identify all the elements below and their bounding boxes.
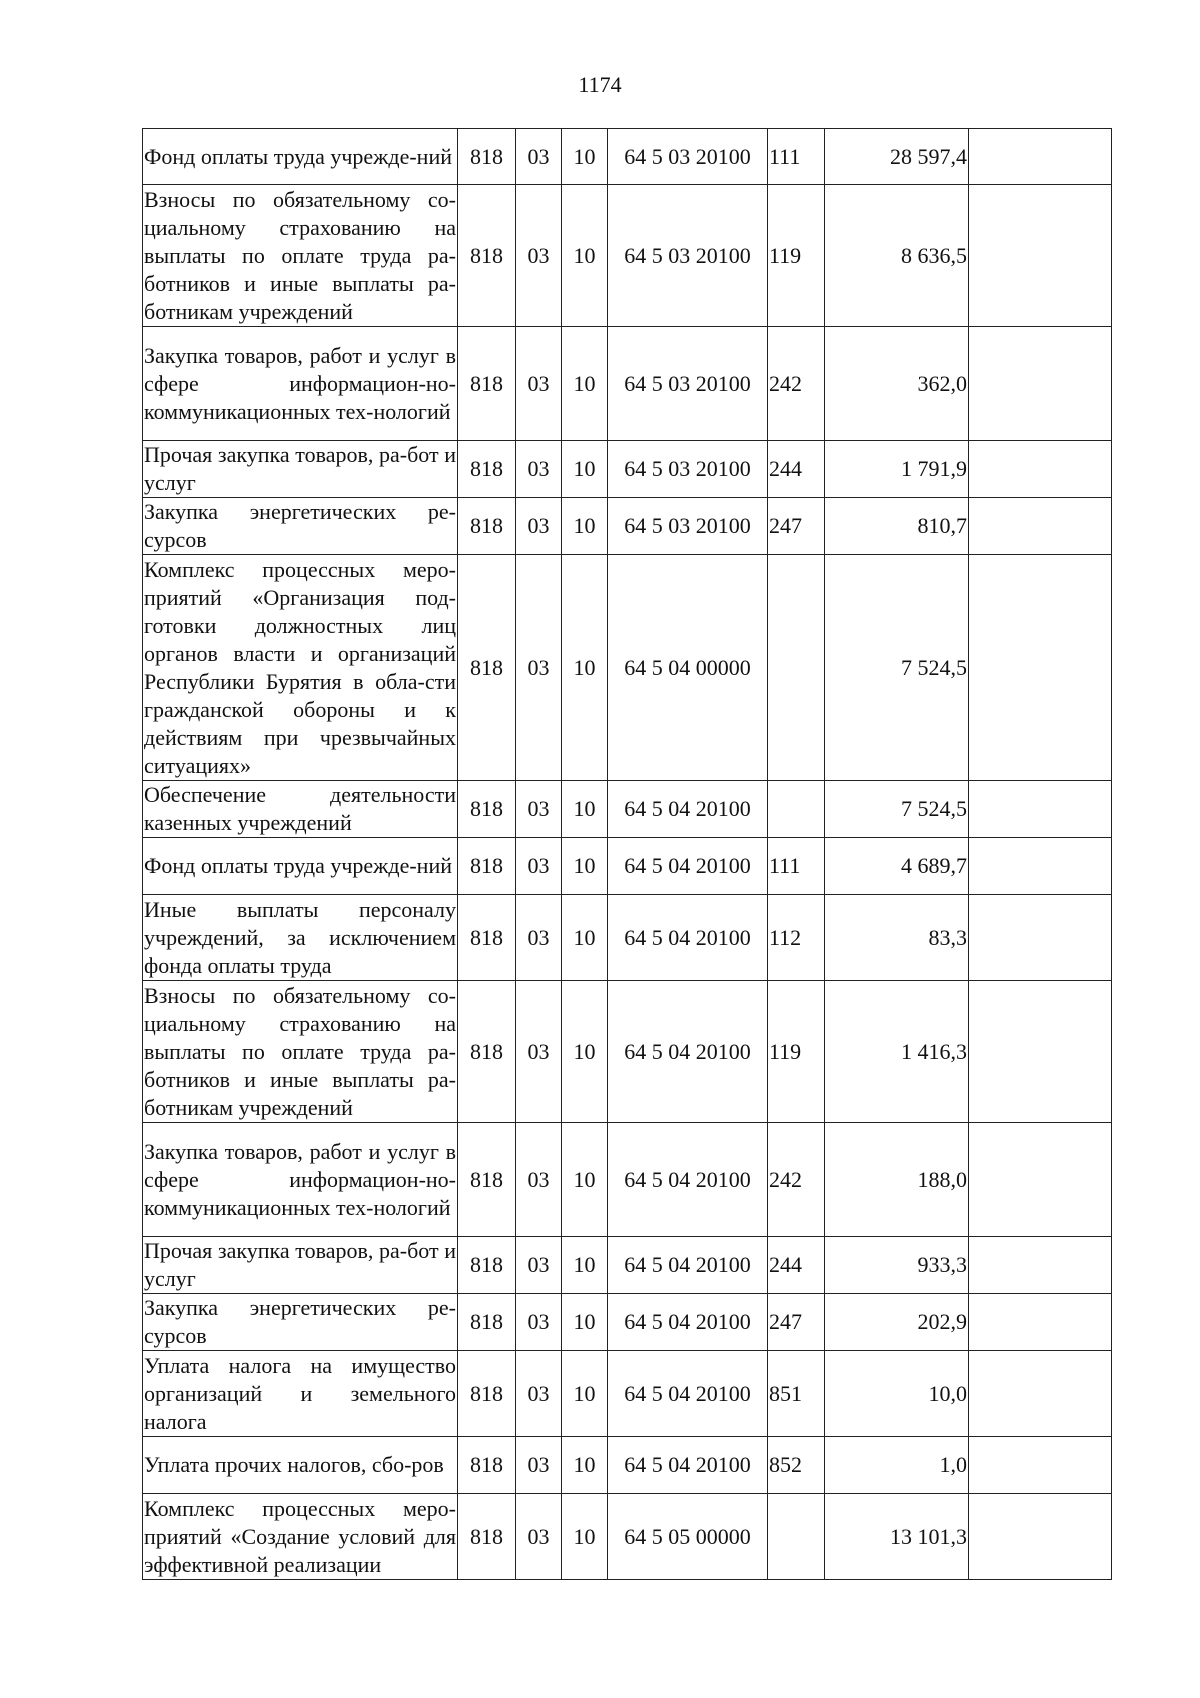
row-sum: 28 597,4: [825, 129, 969, 185]
row-sum: 8 636,5: [825, 185, 969, 327]
row-csr: 64 5 03 20100: [608, 327, 768, 441]
row-rz: 03: [516, 185, 562, 327]
row-csr: 64 5 04 20100: [608, 981, 768, 1123]
row-vr: 851: [768, 1351, 825, 1437]
row-sum: 188,0: [825, 1123, 969, 1237]
row-name: Фонд оплаты труда учрежде-ний: [143, 129, 458, 185]
row-pr: 10: [562, 895, 608, 981]
row-csr: 64 5 03 20100: [608, 441, 768, 498]
row-gr: 818: [458, 498, 516, 555]
row-gr: 818: [458, 981, 516, 1123]
row-csr: 64 5 04 20100: [608, 1123, 768, 1237]
row-name: Прочая закупка товаров, ра-бот и услуг: [143, 1237, 458, 1294]
row-csr: 64 5 04 20100: [608, 838, 768, 895]
row-pr: 10: [562, 1437, 608, 1494]
row-rz: 03: [516, 781, 562, 838]
row-csr: 64 5 04 20100: [608, 1351, 768, 1437]
row-empty: [969, 498, 1112, 555]
row-rz: 03: [516, 838, 562, 895]
row-sum: 933,3: [825, 1237, 969, 1294]
row-name: Комплекс процессных меро-приятий «Создание условий для эффективной реализации: [143, 1494, 458, 1580]
table-row: [143, 498, 1112, 555]
row-vr: 242: [768, 327, 825, 441]
row-pr: 10: [562, 1494, 608, 1580]
budget-table: [142, 128, 1112, 1580]
row-rz: 03: [516, 1294, 562, 1351]
row-rz: 03: [516, 1123, 562, 1237]
row-name: Взносы по обязательному со-циальному страхованию на выплаты по оплате труда ра-ботников и иные выплаты ра-ботникам учреждений: [143, 981, 458, 1123]
row-rz: 03: [516, 1237, 562, 1294]
row-vr: 247: [768, 1294, 825, 1351]
row-empty: [969, 1237, 1112, 1294]
row-name: Обеспечение деятельности казенных учреждений: [143, 781, 458, 838]
row-pr: 10: [562, 129, 608, 185]
row-vr: 119: [768, 185, 825, 327]
row-gr: 818: [458, 1437, 516, 1494]
row-pr: 10: [562, 441, 608, 498]
row-pr: 10: [562, 781, 608, 838]
row-rz: 03: [516, 129, 562, 185]
row-vr: 242: [768, 1123, 825, 1237]
row-gr: 818: [458, 327, 516, 441]
row-name: Прочая закупка товаров, ра-бот и услуг: [143, 441, 458, 498]
row-pr: 10: [562, 1351, 608, 1437]
row-csr: 64 5 04 00000: [608, 555, 768, 781]
row-pr: 10: [562, 185, 608, 327]
row-sum: 7 524,5: [825, 555, 969, 781]
row-gr: 818: [458, 185, 516, 327]
row-pr: 10: [562, 981, 608, 1123]
row-sum: 83,3: [825, 895, 969, 981]
row-name: Уплата прочих налогов, сбо-ров: [143, 1437, 458, 1494]
table-row: [143, 838, 1112, 895]
row-csr: 64 5 03 20100: [608, 185, 768, 327]
row-empty: [969, 555, 1112, 781]
row-empty: [969, 981, 1112, 1123]
row-name: Иные выплаты персоналу учреждений, за исключением фонда оплаты труда: [143, 895, 458, 981]
row-name: Закупка энергетических ре-сурсов: [143, 1294, 458, 1351]
row-sum: 1 791,9: [825, 441, 969, 498]
row-empty: [969, 838, 1112, 895]
table-row: [143, 1351, 1112, 1437]
row-rz: 03: [516, 441, 562, 498]
row-pr: 10: [562, 555, 608, 781]
row-csr: 64 5 04 20100: [608, 781, 768, 838]
row-sum: 4 689,7: [825, 838, 969, 895]
row-empty: [969, 441, 1112, 498]
row-name: Закупка энергетических ре-сурсов: [143, 498, 458, 555]
row-rz: 03: [516, 555, 562, 781]
row-name: Комплекс процессных меро-приятий «Организация под-готовки должностных лиц органов власти и организаций Республики Бурятия в обла-сти гражданской обороны и к действиям при чрезвычайных ситуациях»: [143, 555, 458, 781]
page-number: 1174: [578, 72, 622, 97]
row-vr: 247: [768, 498, 825, 555]
row-empty: [969, 1351, 1112, 1437]
row-gr: 818: [458, 441, 516, 498]
row-vr: 111: [768, 838, 825, 895]
table-row: [143, 555, 1112, 781]
row-pr: 10: [562, 838, 608, 895]
row-csr: 64 5 04 20100: [608, 1437, 768, 1494]
row-empty: [969, 1494, 1112, 1580]
row-name: Закупка товаров, работ и услуг в сфере информацион-но-коммуникационных тех-нологий: [143, 1123, 458, 1237]
row-gr: 818: [458, 1123, 516, 1237]
table-row: [143, 781, 1112, 838]
row-vr: 112: [768, 895, 825, 981]
row-vr: 119: [768, 981, 825, 1123]
row-pr: 10: [562, 498, 608, 555]
row-sum: 810,7: [825, 498, 969, 555]
row-empty: [969, 1123, 1112, 1237]
row-sum: 10,0: [825, 1351, 969, 1437]
table-row: [143, 129, 1112, 185]
row-name: Закупка товаров, работ и услуг в сфере информацион-но-коммуникационных тех-нологий: [143, 327, 458, 441]
row-gr: 818: [458, 1494, 516, 1580]
row-empty: [969, 895, 1112, 981]
table-row: [143, 1494, 1112, 1580]
row-name: Взносы по обязательному со-циальному страхованию на выплаты по оплате труда ра-ботников и иные выплаты ра-ботникам учреждений: [143, 185, 458, 327]
row-rz: 03: [516, 981, 562, 1123]
row-csr: 64 5 05 00000: [608, 1494, 768, 1580]
row-rz: 03: [516, 1351, 562, 1437]
row-rz: 03: [516, 895, 562, 981]
row-pr: 10: [562, 327, 608, 441]
table-row: [143, 895, 1112, 981]
row-rz: 03: [516, 327, 562, 441]
row-sum: 13 101,3: [825, 1494, 969, 1580]
row-gr: 818: [458, 838, 516, 895]
row-rz: 03: [516, 1437, 562, 1494]
row-sum: 7 524,5: [825, 781, 969, 838]
row-empty: [969, 185, 1112, 327]
row-csr: 64 5 04 20100: [608, 1294, 768, 1351]
row-vr: [768, 555, 825, 781]
row-rz: 03: [516, 1494, 562, 1580]
row-rz: 03: [516, 498, 562, 555]
row-vr: 852: [768, 1437, 825, 1494]
row-csr: 64 5 04 20100: [608, 895, 768, 981]
row-gr: 818: [458, 1237, 516, 1294]
table-row: [143, 1294, 1112, 1351]
row-name: Фонд оплаты труда учрежде-ний: [143, 838, 458, 895]
table-row: [143, 327, 1112, 441]
row-vr: [768, 1494, 825, 1580]
row-sum: 1 416,3: [825, 981, 969, 1123]
table-row: [143, 441, 1112, 498]
row-csr: 64 5 03 20100: [608, 498, 768, 555]
row-gr: 818: [458, 895, 516, 981]
row-vr: 111: [768, 129, 825, 185]
row-empty: [969, 781, 1112, 838]
row-sum: 1,0: [825, 1437, 969, 1494]
row-csr: 64 5 03 20100: [608, 129, 768, 185]
row-empty: [969, 129, 1112, 185]
row-pr: 10: [562, 1237, 608, 1294]
row-gr: 818: [458, 781, 516, 838]
row-empty: [969, 327, 1112, 441]
row-gr: 818: [458, 1351, 516, 1437]
row-pr: 10: [562, 1123, 608, 1237]
table-row: [143, 981, 1112, 1123]
row-sum: 362,0: [825, 327, 969, 441]
table-row: [143, 1123, 1112, 1237]
row-gr: 818: [458, 1294, 516, 1351]
row-sum: 202,9: [825, 1294, 969, 1351]
table-row: [143, 185, 1112, 327]
row-empty: [969, 1437, 1112, 1494]
table-row: [143, 1437, 1112, 1494]
row-empty: [969, 1294, 1112, 1351]
row-name: Уплата налога на имущество организаций и земельного налога: [143, 1351, 458, 1437]
row-gr: 818: [458, 129, 516, 185]
row-vr: 244: [768, 441, 825, 498]
table-row: [143, 1237, 1112, 1294]
row-vr: [768, 781, 825, 838]
row-gr: 818: [458, 555, 516, 781]
row-pr: 10: [562, 1294, 608, 1351]
row-csr: 64 5 04 20100: [608, 1237, 768, 1294]
row-vr: 244: [768, 1237, 825, 1294]
